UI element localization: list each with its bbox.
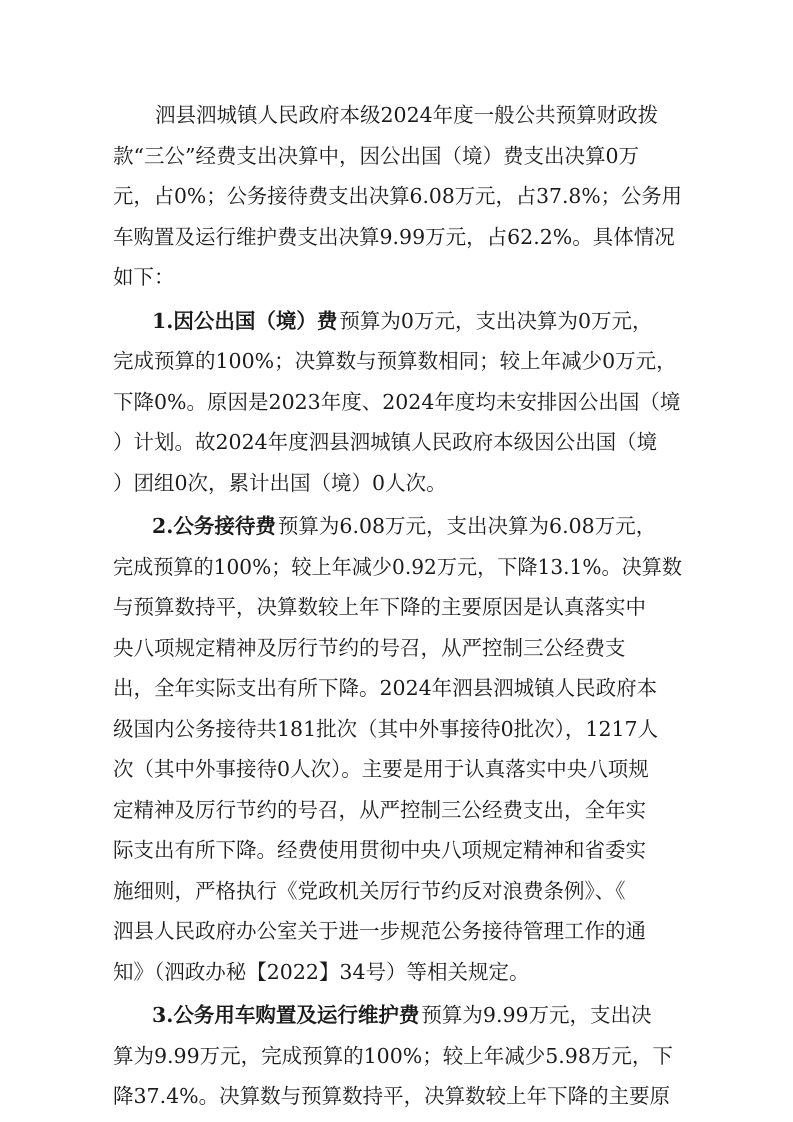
section-heading: 2.公务接待费 (152, 514, 276, 538)
line-text: 完成预算的100%；较上年减少0.92万元，下降13.1%。决算数 (113, 554, 682, 579)
paragraph-line (0, 666, 793, 710)
paragraph-line (0, 174, 793, 218)
line-text: 完成预算的100%；决算数与预算数相同；较上年减少0万元， (113, 349, 677, 373)
line-text: 泗县人民政府办公室关于进一步规范公务接待管理工作的通 (113, 919, 646, 943)
paragraph-line (0, 545, 793, 589)
paragraph-line (0, 461, 793, 505)
paragraph-line (0, 1034, 793, 1078)
line-text: 与预算数持平，决算数较上年下降的主要原因是认真落实中 (113, 595, 646, 619)
line-text: 降37.4%。决算数与预算数持平，决算数较上年下降的主要原 (113, 1084, 671, 1108)
paragraph-line (0, 869, 793, 913)
line-text: 元，占0%；公务接待费支出决算6.08万元，占37.8%；公务用 (113, 184, 682, 208)
paragraph-line (0, 420, 793, 464)
paragraph-line (0, 93, 793, 137)
paragraph-line (0, 993, 793, 1037)
line-text: 际支出有所下降。经费使用贯彻中央八项规定精神和省委实 (113, 838, 646, 862)
line-text: 定精神及厉行节约的号召，从严控制三公经费支出，全年实 (113, 797, 646, 822)
paragraph-line (0, 828, 793, 872)
line-text: 预算为6.08万元，支出决算为6.08万元， (277, 514, 657, 538)
line-text: 出，全年实际支出有所下降。2024年泗县泗城镇人民政府本 (113, 676, 658, 700)
paragraph-line (0, 1074, 793, 1118)
paragraph-line (0, 626, 793, 670)
paragraph-line (0, 134, 793, 178)
line-text: 车购置及运行维护费支出决算9.99万元，占62.2%。具体情况 (113, 224, 675, 249)
section-heading: 1.因公出国（境）费 (152, 308, 338, 333)
line-text: 如下： (113, 265, 175, 289)
line-text: 款“三公”经费支出决算中，因公出国（境）费支出决算0万 (113, 143, 640, 168)
paragraph-line (0, 950, 793, 994)
line-text: 级国内公务接待共181批次（其中外事接待0批次），1217人 (113, 716, 659, 741)
line-text: 施细则，严格执行《党政机关厉行节约反对浪费条例》、《 (113, 878, 626, 903)
paragraph-line (0, 788, 793, 832)
line-text: 预算为0万元，支出决算为0万元， (339, 308, 653, 333)
line-text: 预算为9.99万元，支出决 (421, 1003, 652, 1027)
paragraph-line (0, 380, 793, 424)
line-text: 次（其中外事接待0人次）。主要是用于认真落实中央八项规 (113, 757, 649, 781)
line-text: ）计划。故2024年度泗县泗城镇人民政府本级因公出国（境 (113, 430, 658, 454)
paragraph-line (0, 747, 793, 791)
paragraph-line (0, 504, 793, 548)
paragraph-line (0, 255, 793, 299)
paragraph-line (0, 707, 793, 751)
line-text: 央八项规定精神及厉行节约的号召，从严控制三公经费支 (113, 635, 626, 660)
paragraph-line (0, 299, 793, 343)
section-heading: 3.公务用车购置及运行维护费 (152, 1003, 420, 1027)
paragraph-line (0, 339, 793, 383)
line-text: 算为9.99万元，完成预算的100%；较上年减少5.98万元，下 (113, 1043, 673, 1068)
line-text: ）团组0次，累计出国（境）0人次。 (113, 470, 447, 495)
paragraph-line (0, 215, 793, 259)
paragraph-line (0, 585, 793, 629)
line-text: 泗县泗城镇人民政府本级2024年度一般公共预算财政拨 (155, 103, 659, 127)
line-text: 知》（泗政办秘【2022】34号）等相关规定。 (113, 959, 530, 984)
line-text: 下降0%。原因是2023年度、2024年度均未安排因公出国（境 (113, 389, 681, 414)
paragraph-line (0, 909, 793, 953)
